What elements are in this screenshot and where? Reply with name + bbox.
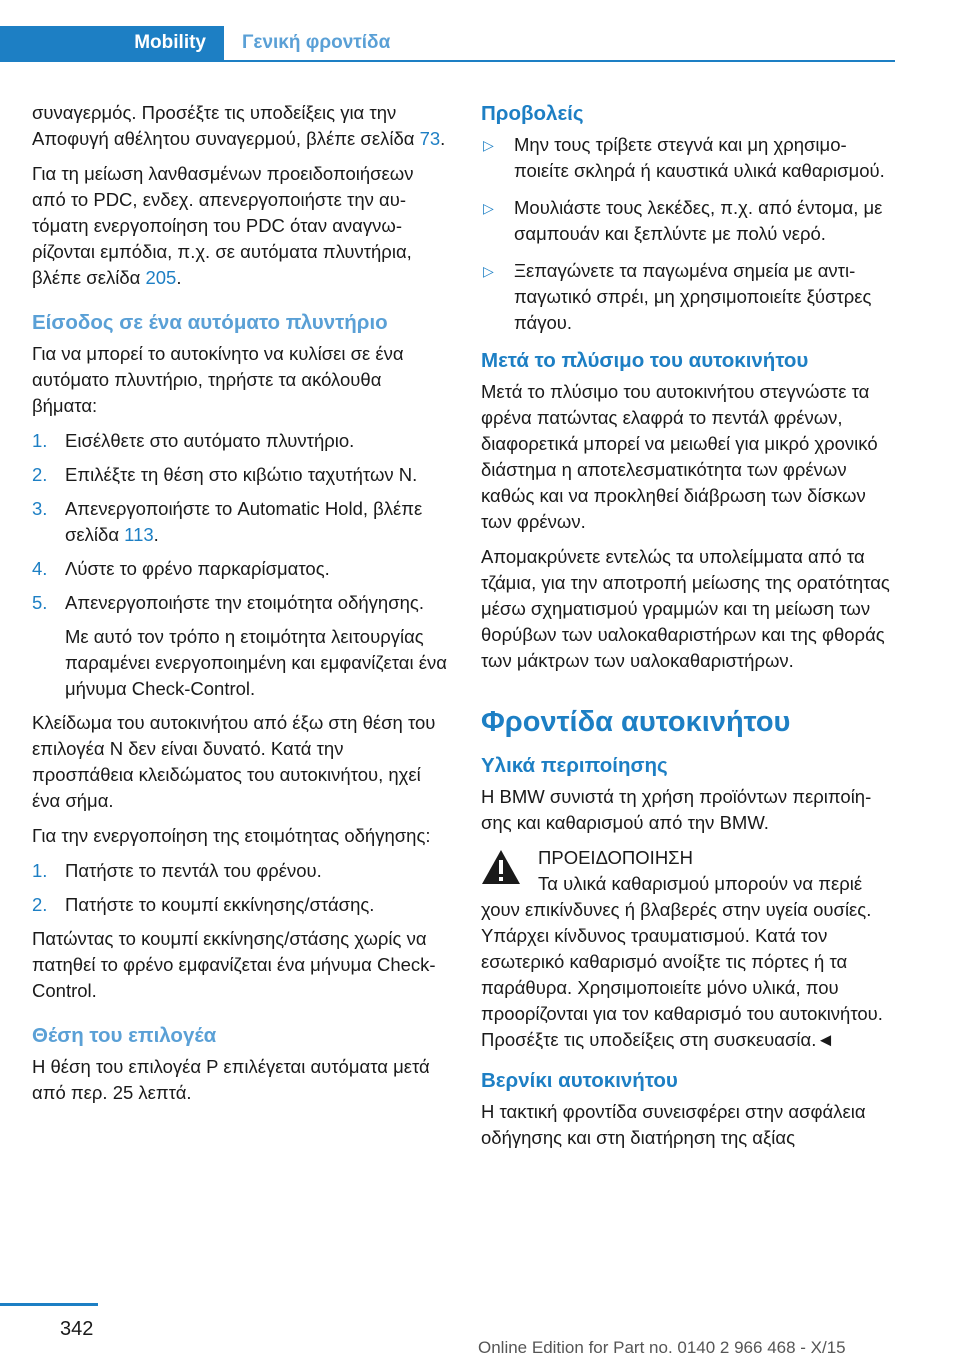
paragraph-text: .: [440, 128, 446, 149]
paragraph-selector: Η θέση του επιλογέα P επιλέγεται αυτόματα μετά από περ. 25 λεπτά.: [32, 1056, 430, 1103]
warning-box: [481, 845, 895, 1053]
paragraph-text: Για τη μείωση λανθασμένων προειδοποιήσεων από το PDC, ενδεχ. απενεργοποιήστε την αυτόματη ενεργοποίηση του PDC όταν αναγνωρίζονται εμπόδια, π.χ. σε αυτόματα πλυντήρια, βλέπε σελίδα: [32, 163, 414, 288]
header-rule: [0, 60, 895, 62]
warning-text-rest: χουν επικίνδυνες ή βλαβερές στην υγεία ουσίες. Υπάρχει κίνδυνος τραυματισμού. Κατά τον εσωτερικό καθαρισμό ανοίξτε τις πόρτες ή τα παράθυρα. Χρησιμοποιείτε μόνο υλικά, που προορίζονται για τον καθαρισμό του αυτοκινήτου. Προσέξτε τις υποδείξεις στη συσκευασία.◄: [481, 899, 883, 1050]
heading-car-wash-entry: Είσοδος σε ένα αυτόματο πλυντήριο: [32, 311, 388, 334]
step-text: Πατήστε το πεντάλ του φρένου.: [65, 860, 322, 881]
paragraph-bmw-products: Η BMW συνιστά τη χρήση προϊόντων περιποίησης και καθαρισμού από την BMW.: [481, 786, 872, 833]
list-item: [32, 556, 450, 582]
warning-triangle-icon: [481, 849, 521, 885]
step-text: .: [153, 524, 159, 545]
heading-car-care: Φροντίδα αυτοκινήτου: [481, 706, 791, 738]
paragraph-text: .: [176, 267, 182, 288]
step-number: 4.: [32, 558, 48, 579]
step-number: 2.: [32, 894, 48, 915]
step-text: Απενεργοποιήστε την ετοιμότητα οδήγησης.: [65, 592, 424, 613]
heading-selector-position: Θέση του επιλογέα: [32, 1024, 217, 1047]
steps-list-entry: [32, 428, 450, 702]
page-header: [0, 26, 960, 62]
paragraph-entry: Για να μπορεί το αυτοκίνητο να κυλίσει σε ένα αυτόματο πλυντήριο, τηρήστε τα ακόλουθα βήματα:: [32, 343, 404, 416]
tab-general-care: Γενική φροντίδα: [242, 32, 391, 53]
edition-note: Online Edition for Part no. 0140 2 966 468 - X/15: [478, 1338, 846, 1357]
page-link-113[interactable]: 113: [124, 524, 154, 545]
step-text: Πατήστε το κουμπί εκκίνησης/στάσης.: [65, 894, 375, 915]
list-item: [481, 258, 895, 336]
list-item: [481, 195, 895, 247]
list-item: [32, 590, 450, 702]
paragraph-alarm: [32, 100, 450, 152]
warning-text: Τα υλικά καθαρισμού μπορούν να περιέ: [538, 873, 863, 894]
paragraph-text: συναγερμός. Προσέξτε τις υποδείξεις για την Αποφυγή αθέλητου συναγερμού, βλέπε σελίδα: [32, 102, 420, 149]
list-item: [32, 496, 450, 548]
paragraph-windows: Απομακρύνετε εντελώς τα υπολείμματα από τα τζάμια, για την αποτροπή μείωσης της ορατότητας μέσω σχηματισμού γραμμών και τη μείωση των θορύβων των υαλοκαθαριστήρων και της φθοράς των μάκτρων των υαλοκαθαριστήρων.: [481, 546, 890, 671]
bullet-text: Μην τους τρίβετε στεγνά και μη χρησιμοποιείτε σκληρά ή καυστικά υλικά καθαρισμού.: [514, 134, 885, 181]
bullet-text: Ξεπαγώνετε τα παγωμένα σημεία με αντιπαγωτικό σπρέι, μη χρησιμοποιείτε ξύστρες πάγου.: [514, 260, 872, 333]
tab-mobility: Mobility: [0, 26, 224, 60]
step-text: Απενεργοποιήστε το Automatic Hold, βλέπε σελίδα: [65, 498, 423, 545]
paragraph-start-stop: Πατώντας το κουμπί εκκίνησης/στάσης χωρίς να πατηθεί το φρένο εμφανίζεται ένα μήνυμα Check-Control.: [32, 928, 436, 1001]
page-link-205[interactable]: 205: [145, 267, 177, 288]
steps-list-readiness: [32, 858, 450, 918]
paragraph-paint: Η τακτική φροντίδα συνεισφέρει στην ασφάλεια οδήγησης και στη διατήρηση της αξίας: [481, 1101, 866, 1148]
step-number: 2.: [32, 464, 48, 485]
bullet-text: Μουλιάστε τους λεκέδες, π.χ. από έντομα, με σαμπουάν και ξεπλύντε με πολύ νερό.: [514, 197, 883, 244]
paragraph-pdc: [32, 161, 450, 291]
step-number: 3.: [32, 498, 48, 519]
headlight-bullets: [481, 132, 895, 336]
step-text: Επιλέξτε τη θέση στο κιβώτιο ταχυτήτων N.: [65, 464, 418, 485]
list-item: [32, 462, 450, 488]
heading-headlights: Προβολείς: [481, 102, 584, 125]
warning-title: ΠΡΟΕΙΔΟΠΟΙΗΣΗ: [538, 847, 693, 868]
footer-rule: [0, 1303, 98, 1306]
triangle-bullet-icon: ▷: [483, 137, 494, 153]
heading-car-paint: Βερνίκι αυτοκινήτου: [481, 1069, 678, 1092]
list-item: [32, 858, 450, 884]
paragraph-readiness: Για την ενεργοποίηση της ετοιμότητας οδήγησης:: [32, 825, 431, 846]
list-item: [481, 132, 895, 184]
step-text: Λύστε το φρένο παρκαρίσματος.: [65, 558, 330, 579]
list-item: [32, 892, 450, 918]
step-number: 1.: [32, 430, 48, 451]
page-link-73[interactable]: 73: [419, 128, 441, 149]
triangle-bullet-icon: ▷: [483, 200, 494, 216]
step-text: Εισέλθετε στο αυτόματο πλυντήριο.: [65, 430, 355, 451]
step-subtext: Με αυτό τον τρόπο η ετοιμότητα λειτουργίας παραμένει ενεργοποιημένη και εμφανίζεται ένα μήνυμα Check-Control.: [65, 626, 447, 699]
step-number: 5.: [32, 592, 48, 613]
right-column: [481, 100, 895, 1160]
triangle-bullet-icon: ▷: [483, 263, 494, 279]
heading-after-wash: Μετά το πλύσιμο του αυτοκινήτου: [481, 349, 809, 372]
paragraph-locking: Κλείδωμα του αυτοκινήτου από έξω στη θέση του επιλογέα N δεν είναι δυνατό. Κατά την προσπάθεια κλειδώματος του αυτοκινήτου, ηχεί ένα σήμα.: [32, 712, 436, 811]
list-item: [32, 428, 450, 454]
paragraph-brakes: Μετά το πλύσιμο του αυτοκινήτου στεγνώστε τα φρένα πατώντας ελαφρά το πεντάλ φρένων, διαφορετικά μπορεί να μειωθεί για μικρό χρονικό διάστημα η αποτελεσματικότητα των φρένων καθώς και να προκληθεί διάβρωση των δίσκων των φρένων.: [481, 381, 878, 532]
page-number: 342: [60, 1318, 94, 1340]
heading-care-products: Υλικά περιποίησης: [481, 754, 668, 777]
step-number: 1.: [32, 860, 48, 881]
left-column: [32, 100, 450, 1115]
